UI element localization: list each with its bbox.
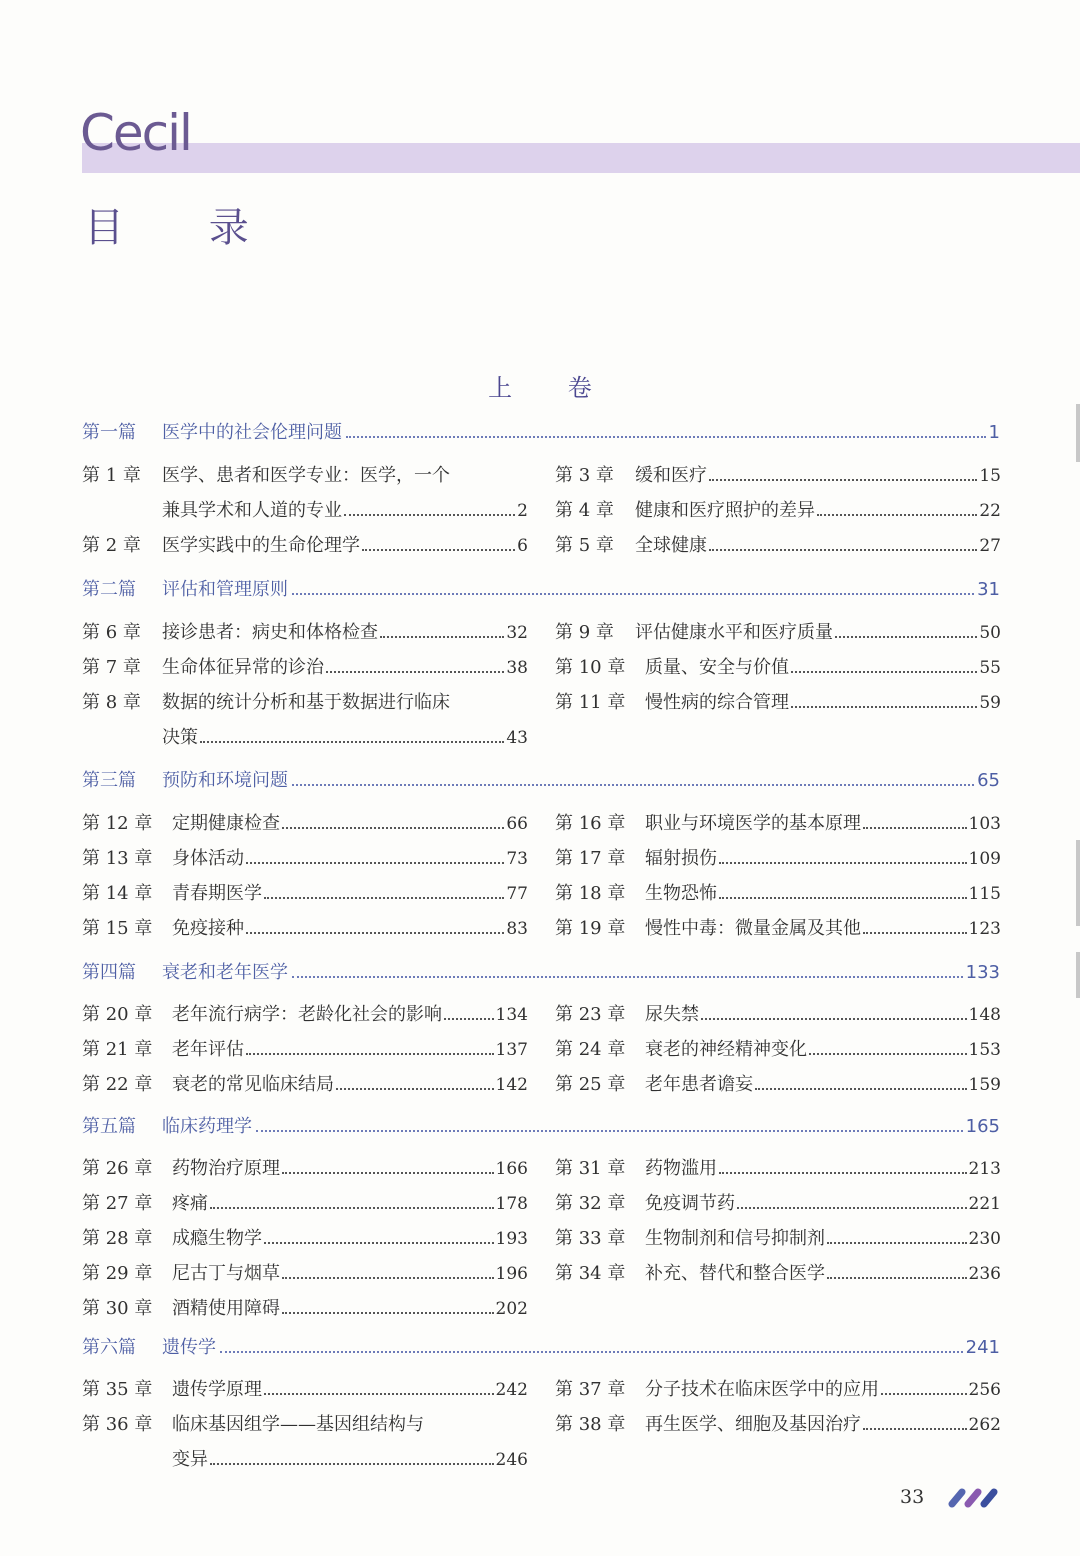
chapter-title: 尿失禁 xyxy=(645,1004,699,1025)
chapter-title: 缓和医疗 xyxy=(635,465,707,486)
chapter-page: 142 xyxy=(495,1075,528,1095)
chapter-title: 质量、安全与价值 xyxy=(645,657,789,678)
chapter-number: 第 4 章 xyxy=(555,500,614,521)
chapter-number: 第 25 章 xyxy=(555,1074,626,1095)
chapter-entry[interactable] xyxy=(82,1224,528,1250)
dot-leader xyxy=(326,671,504,673)
chapter-entry[interactable] xyxy=(82,1154,528,1180)
chapter-title: 健康和医疗照护的差异 xyxy=(635,500,815,521)
chapter-entry-continuation[interactable] xyxy=(172,1445,528,1471)
dot-leader xyxy=(282,1172,494,1174)
chapter-title: 数据的统计分析和基于数据进行临床 xyxy=(162,692,450,713)
dot-leader xyxy=(817,514,977,516)
chapter-entry[interactable] xyxy=(555,1259,1001,1285)
chapter-title: 生物恐怖 xyxy=(645,883,717,904)
part-title: 医学中的社会伦理问题 xyxy=(162,422,342,443)
chapter-entry[interactable] xyxy=(82,914,528,940)
part-page: 133 xyxy=(965,962,1000,983)
dot-leader xyxy=(282,827,504,829)
chapter-page: 73 xyxy=(506,849,528,869)
chapter-entry[interactable] xyxy=(82,688,528,714)
chapter-number: 第 23 章 xyxy=(555,1004,626,1025)
chapter-entry[interactable] xyxy=(555,1375,1001,1401)
dot-leader xyxy=(344,514,515,516)
dot-leader xyxy=(292,593,974,595)
chapter-entry[interactable] xyxy=(82,1000,528,1026)
chapter-page: 123 xyxy=(968,919,1001,939)
dot-leader xyxy=(863,932,967,934)
chapter-number: 第 7 章 xyxy=(82,657,141,678)
chapter-page: 213 xyxy=(968,1159,1001,1179)
chapter-title: 药物治疗原理 xyxy=(172,1158,280,1179)
dot-leader xyxy=(835,636,977,638)
part-heading[interactable] xyxy=(82,418,1000,444)
dot-leader xyxy=(246,1053,494,1055)
chapter-page: 246 xyxy=(495,1450,528,1470)
part-heading[interactable] xyxy=(82,1333,1000,1359)
part-heading[interactable] xyxy=(82,958,1000,984)
chapter-title: 身体活动 xyxy=(172,848,244,869)
chapter-title: 青春期医学 xyxy=(172,883,262,904)
chapter-entry[interactable] xyxy=(555,1154,1001,1180)
chapter-entry[interactable] xyxy=(82,618,528,644)
chapter-title: 辐射损伤 xyxy=(645,848,717,869)
chapter-page: 148 xyxy=(968,1005,1001,1025)
chapter-page: 134 xyxy=(495,1005,528,1025)
chapter-number: 第 16 章 xyxy=(555,813,626,834)
dot-leader xyxy=(282,1312,494,1314)
chapter-page: 32 xyxy=(506,623,528,643)
chapter-page: 166 xyxy=(495,1159,528,1179)
chapter-page: 262 xyxy=(968,1415,1001,1435)
dot-leader xyxy=(264,1242,494,1244)
dot-leader xyxy=(264,897,504,899)
chapter-entry[interactable] xyxy=(555,1410,1001,1436)
chapter-entry[interactable] xyxy=(555,844,1001,870)
dot-leader xyxy=(264,1393,494,1395)
dot-leader xyxy=(292,976,963,978)
chapter-title: 补充、替代和整合医学 xyxy=(645,1263,825,1284)
page-title: 目 录 xyxy=(84,205,285,251)
chapter-title: 评估健康水平和医疗质量 xyxy=(635,622,833,643)
dot-leader xyxy=(246,862,504,864)
chapter-entry[interactable] xyxy=(82,1410,528,1436)
dot-leader xyxy=(827,1242,967,1244)
chapter-title-continued: 决策 xyxy=(162,727,198,748)
chapter-number: 第 30 章 xyxy=(82,1298,153,1319)
chapter-title: 遗传学原理 xyxy=(172,1379,262,1400)
dot-leader xyxy=(362,549,515,551)
chapter-title-continued: 兼具学术和人道的专业 xyxy=(162,500,342,521)
chapter-entry[interactable] xyxy=(82,809,528,835)
chapter-page: 55 xyxy=(979,658,1001,678)
chapter-title: 定期健康检查 xyxy=(172,813,280,834)
side-edge-mark xyxy=(1076,840,1080,926)
chapter-number: 第 31 章 xyxy=(555,1158,626,1179)
chapter-page: 22 xyxy=(979,501,1001,521)
chapter-number: 第 37 章 xyxy=(555,1379,626,1400)
chapter-page: 109 xyxy=(968,849,1001,869)
dot-leader xyxy=(380,636,504,638)
part-page: 165 xyxy=(965,1116,1000,1137)
chapter-entry[interactable] xyxy=(555,653,1001,679)
cecil-logo xyxy=(80,98,220,166)
chapter-page: 230 xyxy=(968,1229,1001,1249)
chapter-page: 77 xyxy=(506,884,528,904)
chapter-number: 第 11 章 xyxy=(555,692,626,713)
chapter-title: 衰老的常见临床结局 xyxy=(172,1074,334,1095)
chapter-page: 2 xyxy=(517,501,528,521)
chapter-number: 第 34 章 xyxy=(555,1263,626,1284)
chapter-title: 免疫调节药 xyxy=(645,1193,735,1214)
chapter-title: 医学实践中的生命伦理学 xyxy=(162,535,360,556)
chapter-entry[interactable] xyxy=(555,618,1001,644)
dot-leader xyxy=(719,1172,967,1174)
chapter-entry[interactable] xyxy=(555,1224,1001,1250)
chapter-number: 第 15 章 xyxy=(82,918,153,939)
chapter-page: 159 xyxy=(968,1075,1001,1095)
dot-leader xyxy=(200,741,504,743)
dot-leader xyxy=(210,1207,494,1209)
chapter-entry[interactable] xyxy=(555,809,1001,835)
chapter-page: 38 xyxy=(506,658,528,678)
dot-leader xyxy=(827,1277,967,1279)
chapter-number: 第 14 章 xyxy=(82,883,153,904)
chapter-title: 尼古丁与烟草 xyxy=(172,1263,280,1284)
dot-leader xyxy=(809,1053,967,1055)
chapter-number: 第 21 章 xyxy=(82,1039,153,1060)
chapter-title: 全球健康 xyxy=(635,535,707,556)
chapter-title: 疼痛 xyxy=(172,1193,208,1214)
dot-leader xyxy=(282,1277,494,1279)
chapter-number: 第 10 章 xyxy=(555,657,626,678)
chapter-number: 第 6 章 xyxy=(82,622,141,643)
chapter-number: 第 19 章 xyxy=(555,918,626,939)
chapter-number: 第 20 章 xyxy=(82,1004,153,1025)
chapter-number: 第 13 章 xyxy=(82,848,153,869)
chapter-entry[interactable] xyxy=(82,1375,528,1401)
chapter-entry[interactable] xyxy=(555,1070,1001,1096)
chapter-number: 第 1 章 xyxy=(82,465,141,486)
chapter-page: 59 xyxy=(979,693,1001,713)
chapter-entry[interactable] xyxy=(82,1035,528,1061)
chapter-page: 27 xyxy=(979,536,1001,556)
chapter-entry[interactable] xyxy=(82,1070,528,1096)
dot-leader xyxy=(791,706,977,708)
chapter-title: 慢性中毒：微量金属及其他 xyxy=(645,918,861,939)
chapter-page: 6 xyxy=(517,536,528,556)
side-edge-mark xyxy=(1076,404,1080,462)
cecil-logo-mark xyxy=(80,98,220,166)
chapter-title: 药物滥用 xyxy=(645,1158,717,1179)
chapter-entry[interactable] xyxy=(555,688,1001,714)
chapter-title: 老年患者谵妄 xyxy=(645,1074,753,1095)
dot-leader xyxy=(709,479,977,481)
part-heading[interactable] xyxy=(82,766,1000,792)
chapter-page: 43 xyxy=(506,728,528,748)
part-page: 31 xyxy=(977,579,1000,600)
part-page: 241 xyxy=(965,1337,1000,1358)
chapter-title: 医学、患者和医学专业：医学，一个 xyxy=(162,465,450,486)
chapter-entry[interactable] xyxy=(82,1259,528,1285)
chapter-page: 137 xyxy=(495,1040,528,1060)
chapter-number: 第 24 章 xyxy=(555,1039,626,1060)
chapter-title: 衰老的神经精神变化 xyxy=(645,1039,807,1060)
dot-leader xyxy=(737,1207,967,1209)
chapter-entry-continuation[interactable] xyxy=(162,723,528,749)
chapter-number: 第 12 章 xyxy=(82,813,153,834)
chapter-page: 153 xyxy=(968,1040,1001,1060)
dot-leader xyxy=(220,1351,963,1353)
chapter-number: 第 18 章 xyxy=(555,883,626,904)
chapter-entry[interactable] xyxy=(82,461,528,487)
part-title: 遗传学 xyxy=(162,1337,216,1358)
chapter-title: 免疫接种 xyxy=(172,918,244,939)
chapter-number: 第 17 章 xyxy=(555,848,626,869)
chapter-title: 成瘾生物学 xyxy=(172,1228,262,1249)
volume-heading: 上 卷 xyxy=(488,374,616,402)
chapter-number: 第 3 章 xyxy=(555,465,614,486)
chapter-page: 256 xyxy=(968,1380,1001,1400)
chapter-title: 临床基因组学——基因组结构与 xyxy=(172,1414,424,1435)
part-title: 衰老和老年医学 xyxy=(162,962,288,983)
dot-leader xyxy=(719,862,967,864)
side-edge-mark xyxy=(1076,952,1080,998)
chapter-page: 196 xyxy=(495,1264,528,1284)
chapter-entry[interactable] xyxy=(82,879,528,905)
part-number: 第五篇 xyxy=(82,1116,136,1137)
chapter-entry[interactable] xyxy=(82,653,528,679)
dot-leader xyxy=(881,1393,967,1395)
part-number: 第三篇 xyxy=(82,770,136,791)
dot-leader xyxy=(863,1428,967,1430)
slash-decoration-icon xyxy=(946,1488,1006,1508)
chapter-entry[interactable] xyxy=(555,879,1001,905)
chapter-number: 第 38 章 xyxy=(555,1414,626,1435)
header-band xyxy=(82,143,1080,173)
chapter-page: 178 xyxy=(495,1194,528,1214)
chapter-number: 第 9 章 xyxy=(555,622,614,643)
chapter-entry[interactable] xyxy=(82,1189,528,1215)
dot-leader xyxy=(210,1463,494,1465)
chapter-number: 第 36 章 xyxy=(82,1414,153,1435)
chapter-entry[interactable] xyxy=(82,1294,528,1320)
chapter-entry[interactable] xyxy=(555,1000,1001,1026)
chapter-title-continued: 变异 xyxy=(172,1449,208,1470)
chapter-entry[interactable] xyxy=(555,1035,1001,1061)
chapter-title: 再生医学、细胞及基因治疗 xyxy=(645,1414,861,1435)
dot-leader xyxy=(791,671,977,673)
chapter-number: 第 29 章 xyxy=(82,1263,153,1284)
chapter-page: 103 xyxy=(968,814,1001,834)
part-heading[interactable] xyxy=(82,1112,1000,1138)
chapter-page: 236 xyxy=(968,1264,1001,1284)
dot-leader xyxy=(346,436,986,438)
chapter-title: 酒精使用障碍 xyxy=(172,1298,280,1319)
chapter-number: 第 2 章 xyxy=(82,535,141,556)
chapter-entry-continuation[interactable] xyxy=(162,496,528,522)
chapter-page: 242 xyxy=(495,1380,528,1400)
chapter-number: 第 8 章 xyxy=(82,692,141,713)
chapter-title: 职业与环境医学的基本原理 xyxy=(645,813,861,834)
part-page: 65 xyxy=(977,770,1000,791)
chapter-number: 第 27 章 xyxy=(82,1193,153,1214)
part-title: 评估和管理原则 xyxy=(162,579,288,600)
page-number: 33 xyxy=(900,1486,925,1508)
part-heading[interactable] xyxy=(82,575,1000,601)
part-number: 第六篇 xyxy=(82,1337,136,1358)
part-number: 第二篇 xyxy=(82,579,136,600)
chapter-title: 生命体征异常的诊治 xyxy=(162,657,324,678)
svg-text:Cecil: Cecil xyxy=(80,104,191,162)
chapter-page: 115 xyxy=(968,884,1001,904)
chapter-page: 66 xyxy=(506,814,528,834)
chapter-entry[interactable] xyxy=(555,531,1001,557)
chapter-page: 83 xyxy=(506,919,528,939)
part-number: 第四篇 xyxy=(82,962,136,983)
dot-leader xyxy=(863,827,967,829)
dot-leader xyxy=(246,932,504,934)
chapter-entry[interactable] xyxy=(555,914,1001,940)
dot-leader xyxy=(719,897,967,899)
chapter-entry[interactable] xyxy=(555,1189,1001,1215)
chapter-number: 第 5 章 xyxy=(555,535,614,556)
dot-leader xyxy=(444,1018,494,1020)
chapter-page: 50 xyxy=(979,623,1001,643)
chapter-title: 老年流行病学：老龄化社会的影响 xyxy=(172,1004,442,1025)
chapter-page: 193 xyxy=(495,1229,528,1249)
dot-leader xyxy=(709,549,977,551)
chapter-page: 15 xyxy=(979,466,1001,486)
chapter-number: 第 33 章 xyxy=(555,1228,626,1249)
chapter-page: 221 xyxy=(968,1194,1001,1214)
chapter-number: 第 35 章 xyxy=(82,1379,153,1400)
chapter-number: 第 22 章 xyxy=(82,1074,153,1095)
chapter-title: 老年评估 xyxy=(172,1039,244,1060)
dot-leader xyxy=(755,1088,967,1090)
dot-leader xyxy=(292,784,974,786)
part-page: 1 xyxy=(988,422,1000,443)
chapter-title: 慢性病的综合管理 xyxy=(645,692,789,713)
chapter-number: 第 28 章 xyxy=(82,1228,153,1249)
part-title: 临床药理学 xyxy=(162,1116,252,1137)
chapter-entry[interactable] xyxy=(82,844,528,870)
chapter-title: 生物制剂和信号抑制剂 xyxy=(645,1228,825,1249)
dot-leader xyxy=(701,1018,967,1020)
dot-leader xyxy=(256,1130,963,1132)
chapter-entry[interactable] xyxy=(555,461,1001,487)
chapter-entry[interactable] xyxy=(555,496,1001,522)
chapter-title: 分子技术在临床医学中的应用 xyxy=(645,1379,879,1400)
dot-leader xyxy=(336,1088,494,1090)
part-number: 第一篇 xyxy=(82,422,136,443)
chapter-page: 202 xyxy=(495,1299,528,1319)
chapter-entry[interactable] xyxy=(82,531,528,557)
chapter-number: 第 26 章 xyxy=(82,1158,153,1179)
chapter-number: 第 32 章 xyxy=(555,1193,626,1214)
part-title: 预防和环境问题 xyxy=(162,770,288,791)
chapter-title: 接诊患者：病史和体格检查 xyxy=(162,622,378,643)
